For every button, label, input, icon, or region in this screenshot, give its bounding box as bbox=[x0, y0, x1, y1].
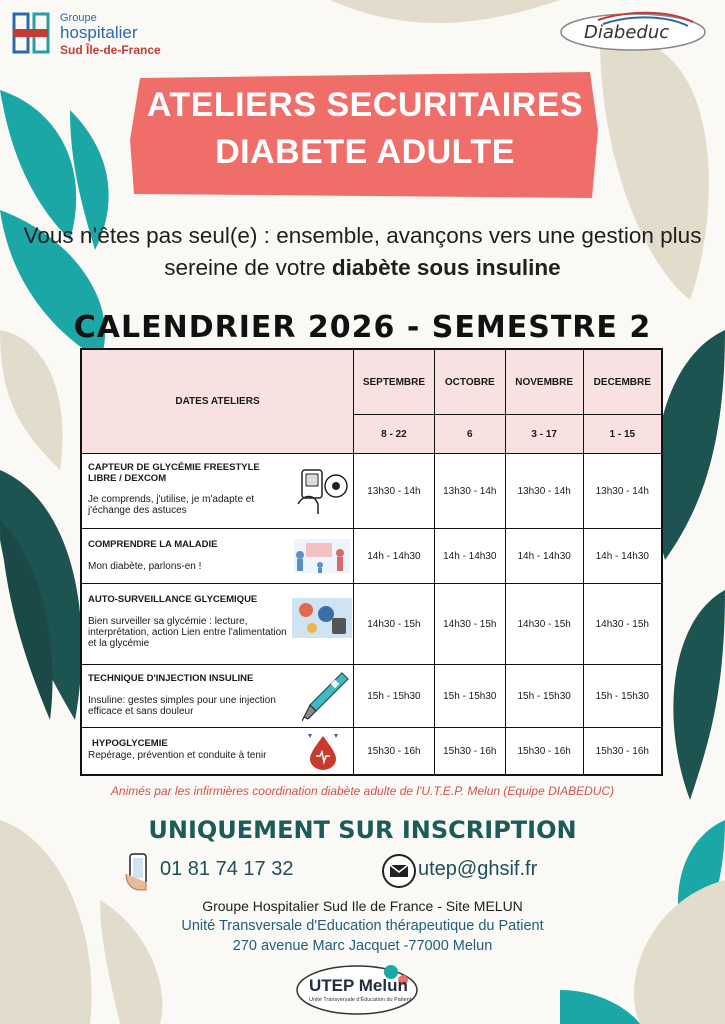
time-cell: 14h30 - 15h bbox=[434, 584, 505, 665]
title-line-2: DIABETE ADULTE bbox=[215, 133, 515, 171]
sensor-device-icon bbox=[294, 464, 350, 516]
time-cell: 14h30 - 15h bbox=[354, 584, 435, 665]
time-cell: 15h30 - 16h bbox=[354, 728, 435, 776]
activity-cell bbox=[81, 584, 354, 665]
time-cell: 13h30 - 14h bbox=[354, 454, 435, 529]
time-cell: 13h30 - 14h bbox=[583, 454, 662, 529]
time-cell: 14h - 14h30 bbox=[505, 529, 583, 584]
activity-cell bbox=[81, 665, 354, 728]
date-cell: 1 - 15 bbox=[583, 415, 662, 454]
table-row bbox=[81, 454, 662, 529]
insulin-pen-icon bbox=[302, 669, 352, 723]
hospital-group-label: Groupe bbox=[60, 12, 97, 24]
diabeduc-label: Diabeduc bbox=[584, 22, 670, 43]
activity-desc: Repérage, prévention et conduite à tenir bbox=[88, 750, 267, 761]
table-row bbox=[81, 665, 662, 728]
phone-icon bbox=[124, 852, 152, 892]
table-row bbox=[81, 584, 662, 665]
table-header-label: DATES ATELIERS bbox=[81, 349, 354, 454]
activity-desc: Je comprends, j'utilise, je m'adapte et j'échange des astuces bbox=[88, 494, 255, 516]
activity-name: TECHNIQUE D'INJECTION INSULINE bbox=[88, 673, 254, 684]
subtitle-text: Vous n’êtes pas seul(e) : ensemble, avançons vers une gestion plus sereine de votre bbox=[23, 223, 702, 280]
hospital-logo bbox=[10, 8, 180, 58]
medical-team-icon bbox=[292, 535, 352, 577]
email-icon bbox=[382, 854, 416, 888]
activity-name: COMPRENDRE LA MALADIE bbox=[88, 539, 218, 550]
calendar-heading: CALENDRIER 2026 - SEMESTRE 2 bbox=[73, 310, 652, 345]
activity-desc: Bien surveiller sa glycémie : lecture, interprétation, action Lien entre l'alimentation et la glycémie bbox=[88, 616, 287, 649]
month-header: DECEMBRE bbox=[583, 349, 662, 415]
subtitle bbox=[0, 220, 725, 284]
address-line-3: 270 avenue Marc Jacquet -77000 Melun bbox=[232, 938, 493, 954]
time-cell: 14h30 - 15h bbox=[505, 584, 583, 665]
month-header: OCTOBRE bbox=[434, 349, 505, 415]
schedule-table bbox=[80, 348, 663, 776]
time-cell: 15h30 - 16h bbox=[505, 728, 583, 776]
activity-cell bbox=[81, 454, 354, 529]
diabeduc-logo bbox=[558, 10, 708, 52]
subtitle-bold: diabète sous insuline bbox=[331, 255, 561, 280]
time-cell: 14h - 14h30 bbox=[354, 529, 435, 584]
registration-banner: UNIQUEMENT SUR INSCRIPTION bbox=[148, 816, 577, 844]
date-cell: 6 bbox=[434, 415, 505, 454]
activity-cell bbox=[81, 529, 354, 584]
activity-name: HYPOGLYCEMIE bbox=[92, 738, 168, 749]
hospital-logo-icon bbox=[10, 10, 54, 56]
glucose-meter-icon bbox=[292, 598, 352, 638]
table-row bbox=[81, 728, 662, 776]
time-cell: 14h - 14h30 bbox=[583, 529, 662, 584]
time-cell: 13h30 - 14h bbox=[505, 454, 583, 529]
activity-name: CAPTEUR DE GLYCÉMIE FREESTYLE LIBRE / DEXCOM bbox=[88, 462, 260, 484]
activity-cell bbox=[81, 728, 354, 776]
time-cell: 15h - 15h30 bbox=[434, 665, 505, 728]
hospital-region-label: Sud Île-de-France bbox=[60, 43, 161, 57]
time-cell: 15h - 15h30 bbox=[505, 665, 583, 728]
hospital-name-label: hospitalier bbox=[60, 23, 138, 42]
phone-number[interactable]: 01 81 74 17 32 bbox=[160, 858, 294, 880]
time-cell: 15h - 15h30 bbox=[583, 665, 662, 728]
email-address[interactable]: utep@ghsif.fr bbox=[418, 858, 538, 880]
date-cell: 8 - 22 bbox=[354, 415, 435, 454]
time-cell: 13h30 - 14h bbox=[434, 454, 505, 529]
address-line-2: Unité Transversale d'Education thérapeutique du Patient bbox=[181, 918, 544, 934]
utep-logo-name: UTEP Melun bbox=[309, 976, 408, 995]
title-banner bbox=[130, 70, 600, 200]
address-line-1: Groupe Hospitalier Sud Ile de France - Site MELUN bbox=[202, 898, 523, 914]
utep-logo bbox=[295, 962, 425, 1017]
table-row bbox=[81, 529, 662, 584]
time-cell: 14h30 - 15h bbox=[583, 584, 662, 665]
time-cell: 15h30 - 16h bbox=[434, 728, 505, 776]
animator-note: Animés par les infirmières coordination diabète adulte de l'U.T.E.P. Melun (Equipe DIABEDUC) bbox=[110, 784, 615, 798]
month-header: NOVEMBRE bbox=[505, 349, 583, 415]
utep-logo-tagline: Unité Transversale d'Éducation du Patient bbox=[309, 997, 412, 1003]
time-cell: 15h - 15h30 bbox=[354, 665, 435, 728]
date-cell: 3 - 17 bbox=[505, 415, 583, 454]
activity-desc: Insuline: gestes simples pour une injection efficace et sans douleur bbox=[88, 695, 276, 717]
month-header: SEPTEMBRE bbox=[354, 349, 435, 415]
title-line-1: ATELIERS SECURITAIRES bbox=[146, 86, 584, 124]
time-cell: 15h30 - 16h bbox=[583, 728, 662, 776]
blood-drop-icon bbox=[306, 732, 340, 770]
activity-name: AUTO-SURVEILLANCE GLYCEMIQUE bbox=[88, 594, 258, 605]
activity-desc: Mon diabète, parlons-en ! bbox=[88, 561, 202, 572]
time-cell: 14h - 14h30 bbox=[434, 529, 505, 584]
